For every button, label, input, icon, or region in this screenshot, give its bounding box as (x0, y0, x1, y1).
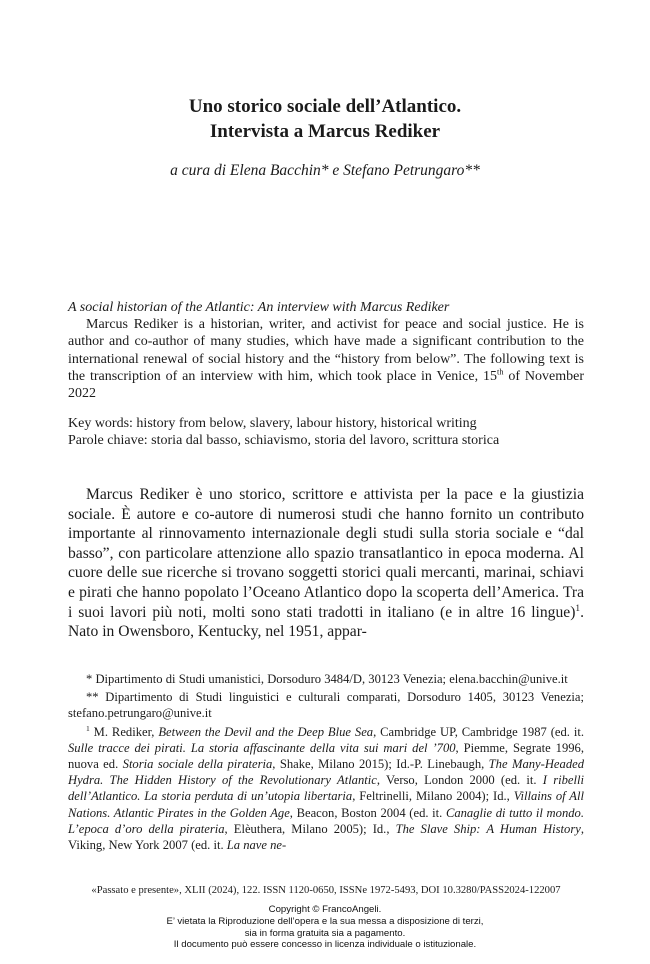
body-part1: Marcus Rediker è uno storico, scrittore e attivista per la pace e la giustizia sociale. È autore e co-autore di numerosi studi che hanno fornito un contributo importante al rinnovamento internazionale degli studi sulla storia sociale e “dal basso”, con particolare attenzione allo spazio transatlantico in epoca moderna. Al cuore delle sue ricerche si trovano soggetti storici quali mercanti, marinai, schiavi e pirati che hanno popolato l’Oceano Atlantico dopo la scoperta dell’America. Tra i suoi lavori più noti, molti sono stati tradotti in italiano (e in altre 16 lingue) (68, 486, 584, 621)
copyright-line-4: Il documento può essere concesso in licenza individuale o istituzionale. (173, 939, 477, 951)
fn-s6: , Feltrinelli, Milano 2004); Id., (352, 789, 514, 804)
fn-s5: , Verso, London 2000 (ed. it. (376, 773, 543, 788)
footnote-affiliation-1: * Dipartimento di Studi umanistici, Dorsoduro 3484/D, 30123 Venezia; elena.bacchin@unive.it (86, 672, 568, 686)
footnote-1 (68, 724, 584, 854)
fn-s7: , Beacon, Boston 2004 (ed. it. (289, 805, 446, 820)
fn-s9: , Viking, New York 2007 (ed. it. (68, 821, 584, 853)
abstract-text-part2: of November 2022 (68, 368, 584, 402)
keywords-en: Key words: history from below, slavery, labour history, historical writing (68, 416, 477, 431)
copyright-line-2: E’ vietata la Riproduzione dell’opera e la sua messa a disposizione di terzi, (166, 915, 484, 927)
fn-s1: M. Rediker, (89, 724, 159, 739)
fn-i3: Storia sociale della pirateria (122, 757, 273, 772)
fn-i2: Sulle tracce dei pirati. La storia affascinante della vita sui mari del ’700 (68, 740, 456, 755)
fn-s4: , Shake, Milano 2015); Id.-P. Linebaugh, (272, 757, 489, 772)
fn-i9: La nave ne- (226, 838, 287, 853)
fn-i5: I ribelli dell’Atlantico. La storia perduta di un’utopia libertaria (68, 773, 584, 804)
journal-citation: «Passato e presente», XLII (2024), 122. ISSN 1120-0650, ISSNe 1972-5493, DOI 10.3280/PASS2024-122007 (91, 885, 561, 896)
body-text (68, 485, 584, 642)
fn-s2: , Cambridge UP, Cambridge 1987 (ed. it. (373, 724, 585, 739)
byline: a cura di Elena Bacchin* e Stefano Petrungaro** (170, 162, 480, 179)
fn-i7: Canaglie di tutto il mondo. L’epoca d’oro della pirateria (68, 805, 584, 836)
fn-i8: The Slave Ship: A Human History (395, 821, 581, 836)
keywords (68, 415, 584, 449)
keywords-it: Parole chiave: storia dal basso, schiavismo, storia del lavoro, scrittura storica (68, 433, 500, 449)
footnote-ref: 1 (575, 603, 581, 614)
fn-s3: , Piemme, Segrate 1996, nuova ed. (68, 740, 584, 772)
fn-i6: Villains of All Nations. Atlantic Pirates in the Golden Age (68, 789, 584, 820)
title-line-2: Intervista a Marcus Rediker (209, 121, 441, 142)
abstract-text-sup: th (497, 367, 504, 377)
title-line-1: Uno storico sociale dell’Atlantico. (188, 96, 462, 117)
footnote-1-number: 1 (86, 723, 90, 733)
footnote-affiliation-2: ** Dipartimento di Studi linguistici e culturali comparati, Dorsoduro 1405, 30123 Venezia; stefano.petrungaro@unive.it (68, 690, 584, 721)
abstract (68, 299, 584, 402)
abstract-title: A social historian of the Atlantic: An interview with Marcus Rediker (68, 300, 450, 315)
copyright-line-1: Copyright © FrancoAngeli. (268, 904, 382, 915)
abstract-text (68, 316, 584, 402)
body-part2: . Nato in Owensboro, Kentucky, nel 1951, appar- (68, 603, 584, 641)
fn-i4: The Many-Headed Hydra. The Hidden History of the Revolutionary Atlantic (68, 757, 585, 788)
fn-i1: Between the Devil and the Deep Blue Sea (158, 724, 374, 739)
fn-s8: , Elèuthera, Milano 2005); Id., (224, 821, 396, 836)
abstract-text-part1: Marcus Rediker is a historian, writer, and activist for peace and social justice. He is author and co-author of many studies, which have made a significant contribution to the international renewal of social history and the “history from below”. The following text is the transcription of an interview with him, which took place in Venice, 15 (68, 317, 584, 384)
copyright-notice (0, 904, 650, 951)
footnotes (68, 671, 584, 855)
article-title (0, 94, 650, 144)
body-paragraph (68, 485, 584, 642)
copyright-line-3: sia in forma gratuita sia a pagamento. (244, 927, 406, 939)
